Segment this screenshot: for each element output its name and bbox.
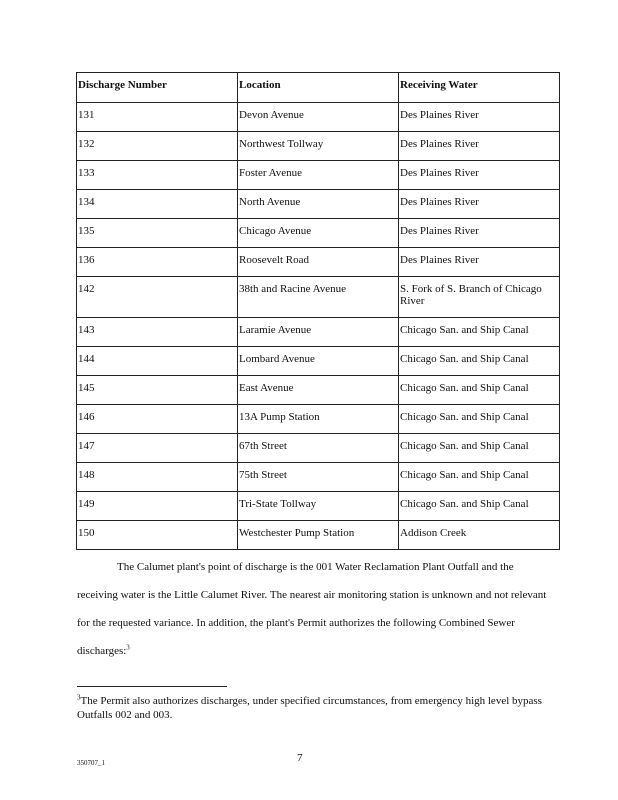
location-cell: Roosevelt Road <box>238 248 399 277</box>
table-row <box>77 190 560 219</box>
table-row <box>77 161 560 190</box>
discharge-number-cell: 147 <box>77 434 238 463</box>
footnote-text: The Permit also authorizes discharges, under specified circumstances, from emergency high level bypass Outfalls 002 and 003. <box>77 695 542 721</box>
footnote <box>77 694 547 722</box>
table-row <box>77 248 560 277</box>
receiving-water-cell: Des Plaines River <box>399 190 560 219</box>
table-row <box>77 318 560 347</box>
location-cell: Westchester Pump Station <box>238 521 399 550</box>
location-cell: 13A Pump Station <box>238 405 399 434</box>
location-cell: Chicago Avenue <box>238 219 399 248</box>
location-cell: Lombard Avenue <box>238 347 399 376</box>
table-row <box>77 521 560 550</box>
discharge-number-cell: 150 <box>77 521 238 550</box>
discharge-number-cell: 149 <box>77 492 238 521</box>
location-cell: East Avenue <box>238 376 399 405</box>
discharge-number-cell: 135 <box>77 219 238 248</box>
receiving-water-cell: Des Plaines River <box>399 219 560 248</box>
header-receiving-water: Receiving Water <box>399 73 560 103</box>
receiving-water-cell: Chicago San. and Ship Canal <box>399 405 560 434</box>
location-cell: 75th Street <box>238 463 399 492</box>
footnote-divider <box>77 686 227 687</box>
receiving-water-cell: Addison Creek <box>399 521 560 550</box>
table-row <box>77 219 560 248</box>
location-cell: Laramie Avenue <box>238 318 399 347</box>
discharge-number-cell: 134 <box>77 190 238 219</box>
table-row <box>77 132 560 161</box>
page-number: 7 <box>297 752 303 764</box>
discharge-number-cell: 145 <box>77 376 238 405</box>
table-row <box>77 405 560 434</box>
table-header-row <box>77 73 560 103</box>
body-paragraph <box>77 553 547 665</box>
footnote-reference: 3 <box>126 643 130 652</box>
receiving-water-cell: Chicago San. and Ship Canal <box>399 492 560 521</box>
discharge-number-cell: 131 <box>77 103 238 132</box>
discharge-number-cell: 133 <box>77 161 238 190</box>
receiving-water-cell: Chicago San. and Ship Canal <box>399 347 560 376</box>
receiving-water-cell: S. Fork of S. Branch of Chicago River <box>399 277 560 318</box>
discharge-number-cell: 143 <box>77 318 238 347</box>
table-row <box>77 376 560 405</box>
location-cell: 38th and Racine Avenue <box>238 277 399 318</box>
table-row <box>77 347 560 376</box>
discharge-number-cell: 144 <box>77 347 238 376</box>
body-paragraph-text: The Calumet plant's point of discharge is the 001 Water Reclamation Plant Outfall and the receiving water is the Little Calumet River. The nearest air monitoring station is unknown and not relevant for the requested variance. In addition, the plant's Permit authorizes the following Combined Sewer discharges: <box>77 561 547 657</box>
receiving-water-cell: Chicago San. and Ship Canal <box>399 463 560 492</box>
receiving-water-cell: Des Plaines River <box>399 248 560 277</box>
discharge-number-cell: 132 <box>77 132 238 161</box>
discharge-table <box>76 72 560 550</box>
table-row <box>77 103 560 132</box>
header-discharge-number: Discharge Number <box>77 73 238 103</box>
location-cell: Foster Avenue <box>238 161 399 190</box>
location-cell: Tri-State Tollway <box>238 492 399 521</box>
document-id: 350707_1 <box>77 759 105 767</box>
receiving-water-cell: Des Plaines River <box>399 132 560 161</box>
table-row <box>77 434 560 463</box>
discharge-number-cell: 136 <box>77 248 238 277</box>
discharge-number-cell: 142 <box>77 277 238 318</box>
receiving-water-cell: Chicago San. and Ship Canal <box>399 318 560 347</box>
receiving-water-cell: Des Plaines River <box>399 103 560 132</box>
receiving-water-cell: Des Plaines River <box>399 161 560 190</box>
location-cell: Northwest Tollway <box>238 132 399 161</box>
location-cell: 67th Street <box>238 434 399 463</box>
table-row <box>77 492 560 521</box>
discharge-number-cell: 146 <box>77 405 238 434</box>
table-row <box>77 463 560 492</box>
footnote-marker: 3 <box>77 693 81 702</box>
receiving-water-cell: Chicago San. and Ship Canal <box>399 434 560 463</box>
receiving-water-cell: Chicago San. and Ship Canal <box>399 376 560 405</box>
location-cell: North Avenue <box>238 190 399 219</box>
header-location: Location <box>238 73 399 103</box>
location-cell: Devon Avenue <box>238 103 399 132</box>
discharge-number-cell: 148 <box>77 463 238 492</box>
table-row <box>77 277 560 318</box>
